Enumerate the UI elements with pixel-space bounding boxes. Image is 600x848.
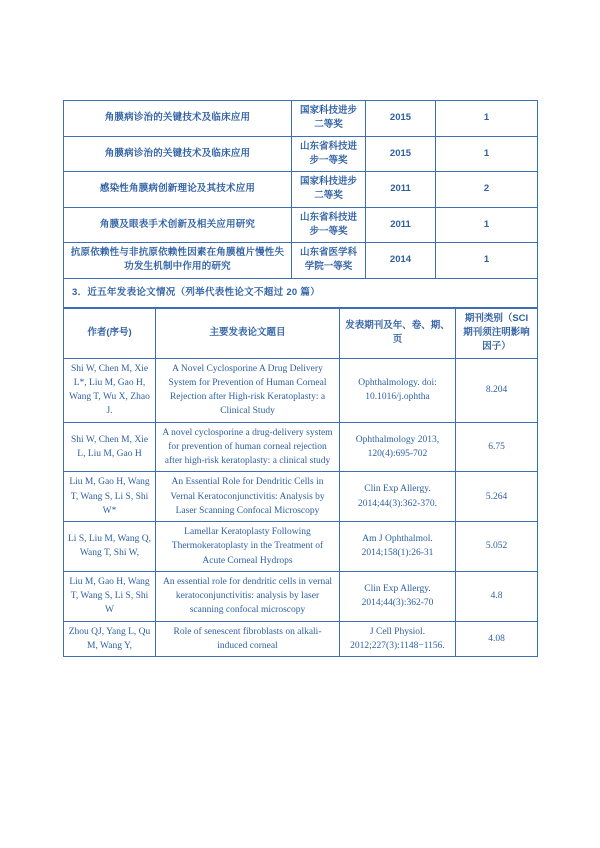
- table-row: [64, 621, 538, 657]
- table-row: [64, 136, 538, 172]
- paper-title: A Novel Cyclosporine A Drug Delivery System for Prevention of Human Corneal Rejection after High-risk Keratoplasty: a Clinical Study: [156, 358, 340, 422]
- paper-journal: Ophthalmology 2013, 120(4):695-702: [340, 422, 456, 472]
- award-year: 2014: [366, 243, 436, 279]
- paper-title: Lamellar Keratoplasty Following Thermokeratoplasty in the Treatment of Acute Corneal Hydrops: [156, 522, 340, 572]
- paper-journal: J Cell Physiol. 2012;227(3):1148−1156.: [340, 621, 456, 657]
- paper-impact-factor: 6.75: [456, 422, 538, 472]
- table-row: [64, 358, 538, 422]
- paper-authors: Liu M, Gao H, Wang T, Wang S, Li S, Shi W*: [64, 472, 156, 522]
- award-rank: 2: [436, 172, 538, 208]
- paper-journal: Ophthalmology. doi: 10.1016/j.ophtha: [340, 358, 456, 422]
- award-rank: 1: [436, 101, 538, 137]
- table-row: [64, 571, 538, 621]
- paper-journal: Clin Exp Allergy. 2014;44(3):362-370.: [340, 472, 456, 522]
- award-organization: 山东省医学科学院一等奖: [292, 243, 366, 279]
- award-organization: 山东省科技进步一等奖: [292, 136, 366, 172]
- paper-title: A novel cyclosporine a drug-delivery system for prevention of human corneal rejection after high-risk keratoplasty: a clinical study: [156, 422, 340, 472]
- column-header-impact-factor: 期刊类别（SCI 期刊须注明影响因子）: [456, 308, 538, 358]
- award-organization: 国家科技进步二等奖: [292, 101, 366, 137]
- paper-impact-factor: 4.8: [456, 571, 538, 621]
- table-row: [64, 422, 538, 472]
- award-name: 角膜病诊治的关键技术及临床应用: [64, 136, 292, 172]
- award-organization: 山东省科技进步一等奖: [292, 207, 366, 243]
- award-year: 2011: [366, 207, 436, 243]
- paper-impact-factor: 5.264: [456, 472, 538, 522]
- table-row: [64, 207, 538, 243]
- paper-journal: Am J Ophthalmol. 2014;158(1):26-31: [340, 522, 456, 572]
- award-name: 角膜及眼表手术创新及相关应用研究: [64, 207, 292, 243]
- table-row: [64, 101, 538, 137]
- table-row: [64, 172, 538, 208]
- award-name: 角膜病诊治的关键技术及临床应用: [64, 101, 292, 137]
- paper-authors: Liu M, Gao H, Wang T, Wang S, Li S, Shi W: [64, 571, 156, 621]
- table-row: [64, 243, 538, 279]
- award-name: 抗原依赖性与非抗原依赖性因素在角膜植片慢性失功发生机制中作用的研究: [64, 243, 292, 279]
- award-organization: 国家科技进步二等奖: [292, 172, 366, 208]
- award-year: 2015: [366, 101, 436, 137]
- column-header-title: 主要发表论文题目: [156, 308, 340, 358]
- award-name: 感染性角膜病创新理论及其技术应用: [64, 172, 292, 208]
- paper-impact-factor: 5.052: [456, 522, 538, 572]
- award-year: 2011: [366, 172, 436, 208]
- award-rank: 1: [436, 207, 538, 243]
- award-rank: 1: [436, 243, 538, 279]
- paper-title: An essential role for dendritic cells in vernal keratoconjunctivitis: analysis by laser scanning confocal microscopy: [156, 571, 340, 621]
- section-title: 3．近五年发表论文情况（列举代表性论文不超过 20 篇）: [64, 278, 538, 307]
- column-header-authors: 作者(序号): [64, 308, 156, 358]
- paper-impact-factor: 4.08: [456, 621, 538, 657]
- awards-and-papers-table: [63, 100, 538, 308]
- paper-authors: Li S, Liu M, Wang Q, Wang T, Shi W,: [64, 522, 156, 572]
- award-rank: 1: [436, 136, 538, 172]
- paper-authors: Shi W, Chen M, Xie L*, Liu M, Gao H, Wang T, Wu X, Zhao J.: [64, 358, 156, 422]
- paper-authors: Shi W, Chen M, Xie L, Liu M, Gao H: [64, 422, 156, 472]
- paper-authors: Zhou QJ, Yang L, Qu M, Wang Y,: [64, 621, 156, 657]
- table-row: [64, 472, 538, 522]
- award-year: 2015: [366, 136, 436, 172]
- paper-title: Role of senescent fibroblasts on alkali-induced corneal: [156, 621, 340, 657]
- column-header-journal: 发表期刊及年、卷、期、页: [340, 308, 456, 358]
- paper-journal: Clin Exp Allergy. 2014;44(3):362-70: [340, 571, 456, 621]
- paper-impact-factor: 8.204: [456, 358, 538, 422]
- papers-table: [63, 308, 538, 657]
- papers-table-header-row: [64, 308, 538, 358]
- table-row: [64, 522, 538, 572]
- table-row: [64, 278, 538, 307]
- paper-title: An Essential Role for Dendritic Cells in Vernal Keratoconjunctivitis: Analysis by Laser Scanning Confocal Microscopy: [156, 472, 340, 522]
